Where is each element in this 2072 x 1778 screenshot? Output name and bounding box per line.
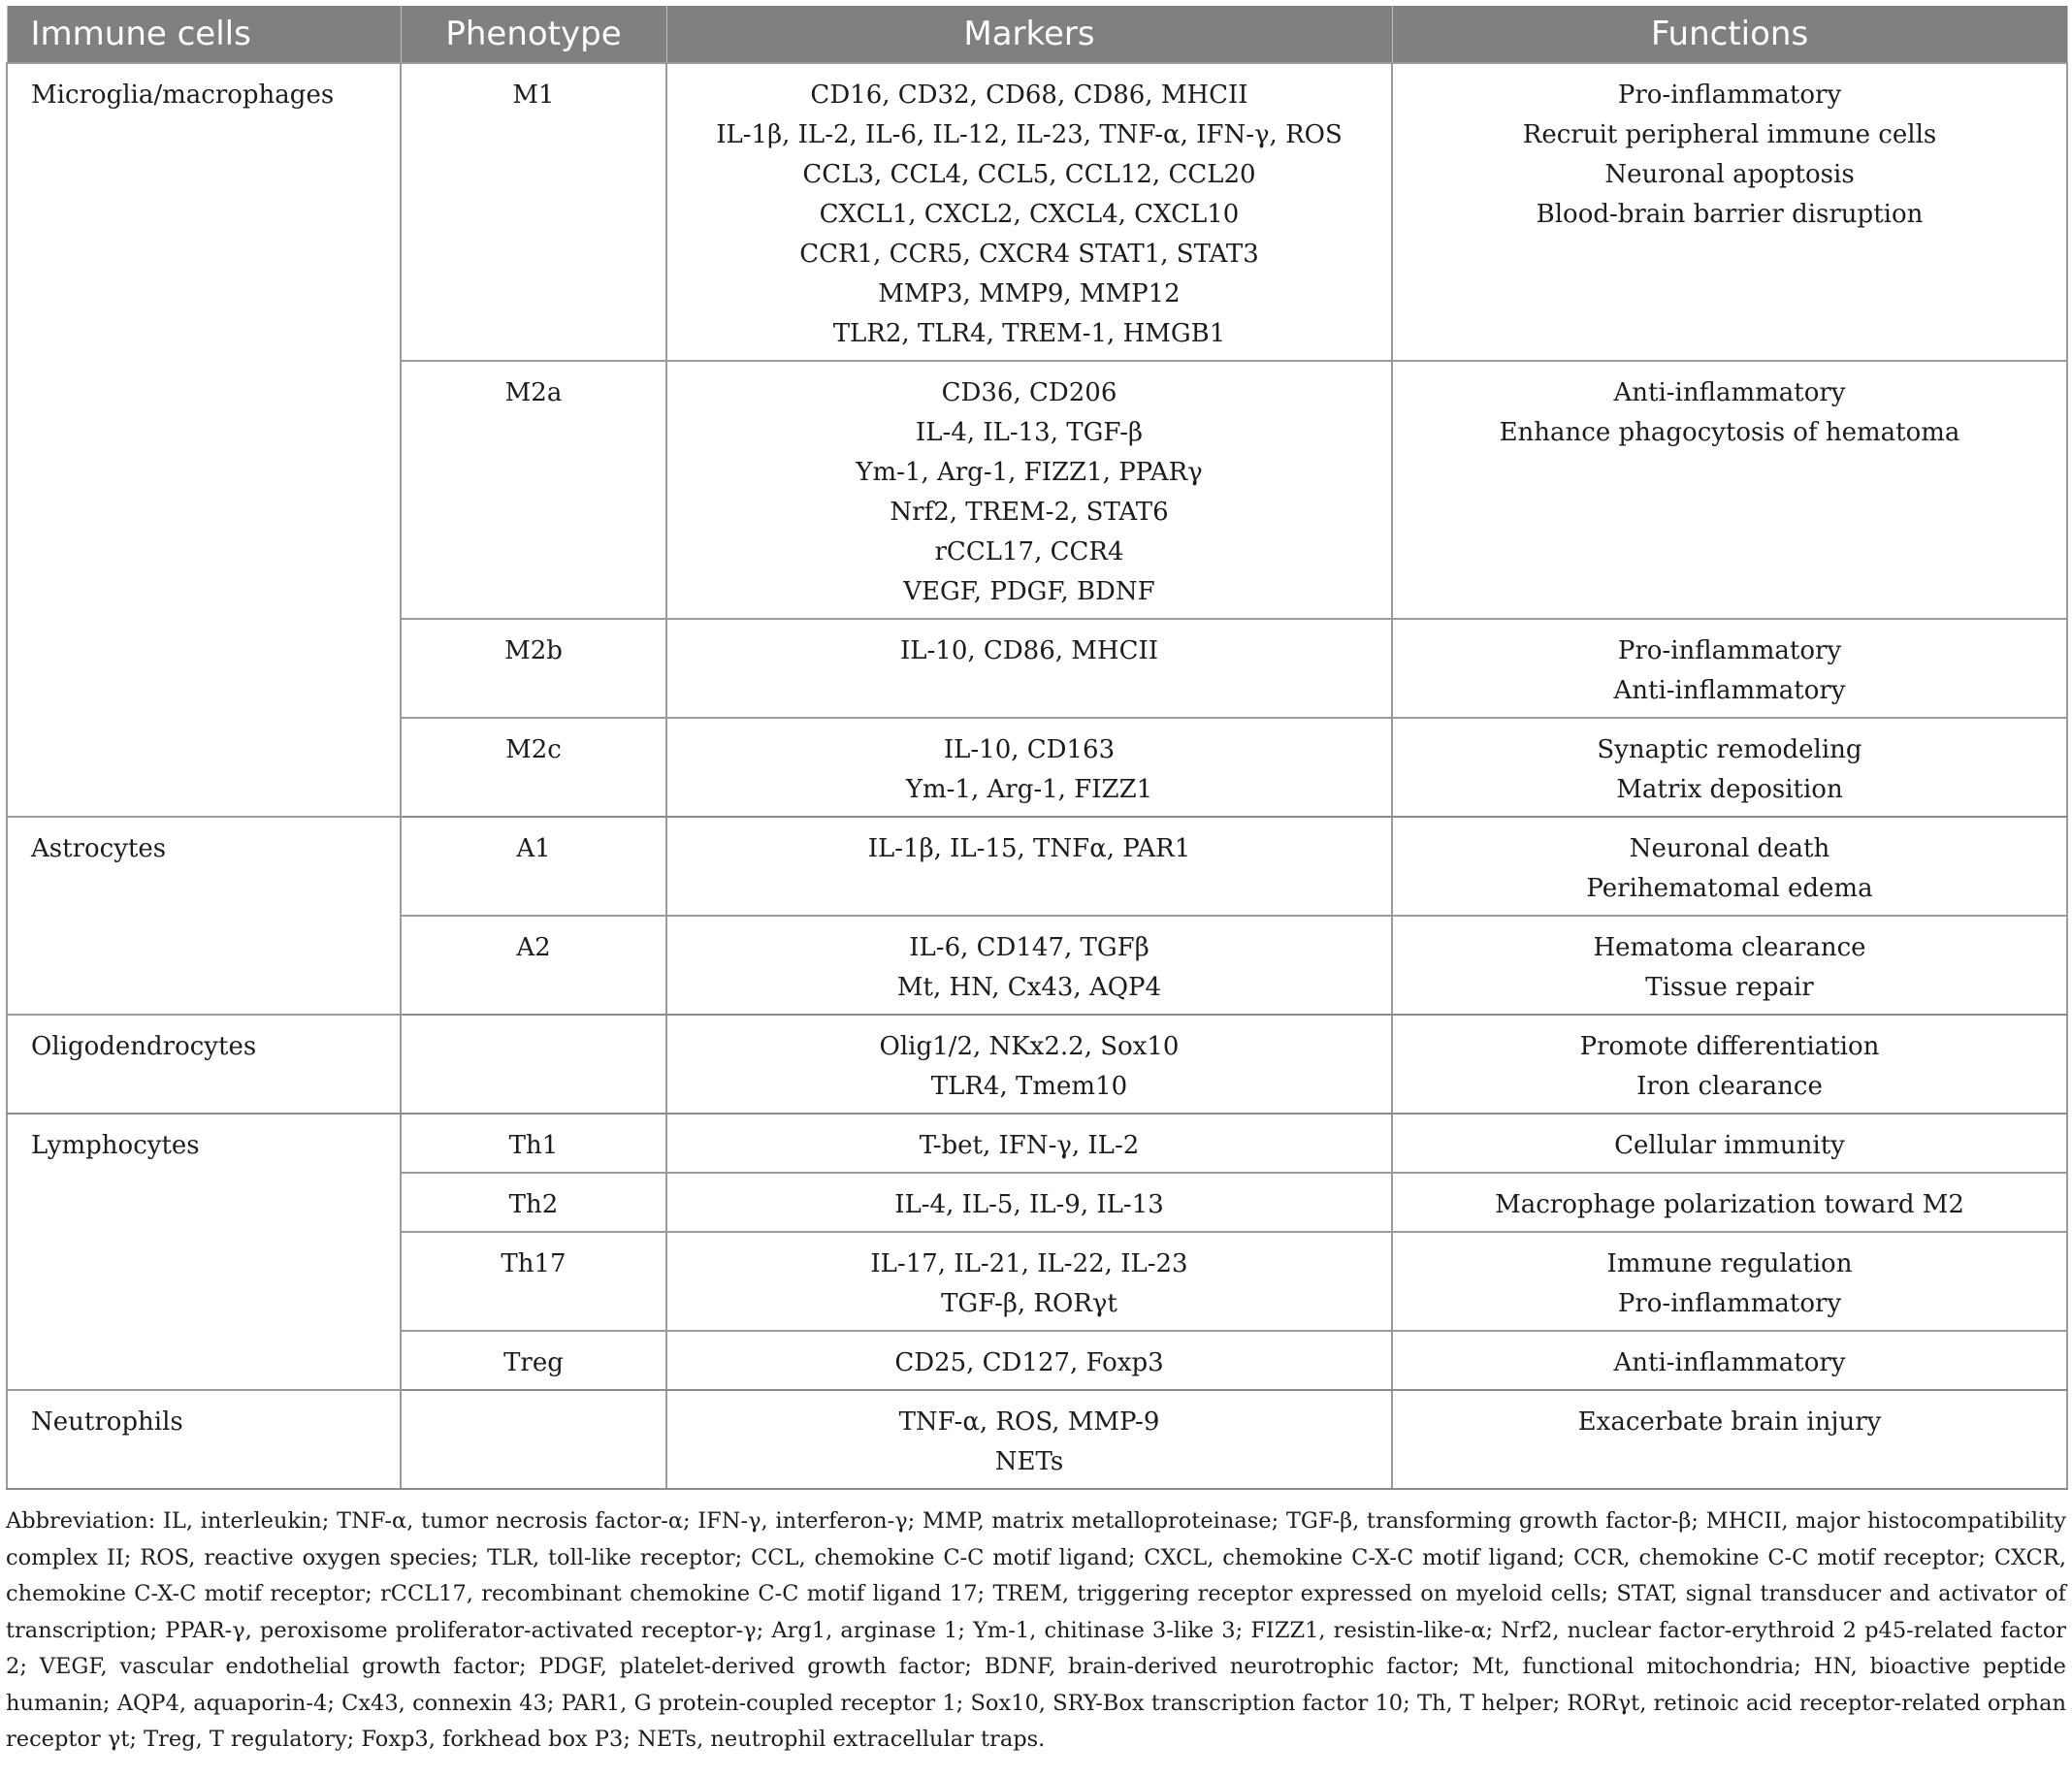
function-line: Pro-inflammatory xyxy=(1617,81,1842,110)
marker-line: CCR1, CCR5, CXCR4 STAT1, STAT3 xyxy=(799,240,1259,269)
header-functions: Functions xyxy=(1392,6,2067,63)
markers-cell xyxy=(666,63,1392,361)
phenotype-cell: M1 xyxy=(401,63,666,361)
marker-line: VEGF, PDGF, BDNF xyxy=(903,577,1155,606)
function-line: Perihematomal edema xyxy=(1586,874,1873,903)
marker-line: TGF-β, RORγt xyxy=(941,1289,1117,1318)
phenotype-cell: Treg xyxy=(401,1331,666,1390)
table-row xyxy=(7,63,2067,361)
functions-cell xyxy=(1392,1015,2067,1114)
function-line: Synaptic remodeling xyxy=(1597,735,1862,764)
function-line: Neuronal death xyxy=(1629,834,1830,863)
markers-cell xyxy=(666,817,1392,916)
marker-line: CCL3, CCL4, CCL5, CCL12, CCL20 xyxy=(802,160,1256,189)
function-line: Neuronal apoptosis xyxy=(1604,160,1855,189)
marker-line: CD16, CD32, CD68, CD86, MHCII xyxy=(810,81,1248,110)
cell-type: Neutrophils xyxy=(7,1390,401,1489)
marker-line: IL-10, CD163 xyxy=(943,735,1116,764)
marker-line: IL-4, IL-13, TGF-β xyxy=(915,418,1144,447)
markers-cell xyxy=(666,1114,1392,1173)
marker-line: IL-1β, IL-2, IL-6, IL-12, IL-23, TNF-α, IFN-γ, ROS xyxy=(716,120,1343,149)
table-row xyxy=(7,1015,2067,1114)
functions-cell xyxy=(1392,1331,2067,1390)
marker-line: IL-10, CD86, MHCII xyxy=(899,636,1159,665)
markers-cell xyxy=(666,1173,1392,1232)
phenotype-cell xyxy=(401,1015,666,1114)
cell-type: Oligodendrocytes xyxy=(7,1015,401,1114)
marker-line: TNF-α, ROS, MMP-9 xyxy=(898,1407,1160,1437)
functions-cell xyxy=(1392,718,2067,817)
header-immune-cells: Immune cells xyxy=(7,6,401,63)
header-row xyxy=(7,6,2067,63)
marker-line: Ym-1, Arg-1, FIZZ1 xyxy=(905,775,1153,804)
marker-line: rCCL17, CCR4 xyxy=(934,537,1124,566)
markers-cell xyxy=(666,916,1392,1015)
marker-line: T-bet, IFN-γ, IL-2 xyxy=(919,1131,1140,1160)
function-line: Iron clearance xyxy=(1636,1072,1823,1101)
markers-cell xyxy=(666,718,1392,817)
functions-cell xyxy=(1392,817,2067,916)
function-line: Anti-inflammatory xyxy=(1613,676,1846,705)
header-markers: Markers xyxy=(666,6,1392,63)
function-line: Pro-inflammatory xyxy=(1617,1289,1842,1318)
function-line: Recruit peripheral immune cells xyxy=(1522,120,1937,149)
functions-cell xyxy=(1392,1173,2067,1232)
phenotype-cell: Th1 xyxy=(401,1114,666,1173)
markers-cell xyxy=(666,1232,1392,1331)
table-row xyxy=(7,1390,2067,1489)
functions-cell xyxy=(1392,1114,2067,1173)
phenotype-cell xyxy=(401,1390,666,1489)
table-row xyxy=(7,1114,2067,1173)
markers-cell xyxy=(666,1390,1392,1489)
functions-cell xyxy=(1392,1232,2067,1331)
function-line: Anti-inflammatory xyxy=(1613,1348,1846,1377)
cell-type: Microglia/macrophages xyxy=(7,63,401,817)
markers-cell xyxy=(666,361,1392,619)
function-line: Cellular immunity xyxy=(1614,1131,1845,1160)
marker-line: IL-6, CD147, TGFβ xyxy=(909,933,1149,962)
marker-line: TLR2, TLR4, TREM-1, HMGB1 xyxy=(832,319,1226,348)
function-line: Anti-inflammatory xyxy=(1613,378,1846,407)
function-line: Pro-inflammatory xyxy=(1617,636,1842,665)
marker-line: Nrf2, TREM-2, STAT6 xyxy=(890,498,1169,527)
function-line: Enhance phagocytosis of hematoma xyxy=(1499,418,1960,447)
table-container xyxy=(6,6,2066,1759)
cell-type: Lymphocytes xyxy=(7,1114,401,1390)
phenotype-cell: Th17 xyxy=(401,1232,666,1331)
phenotype-cell: Th2 xyxy=(401,1173,666,1232)
marker-line: Mt, HN, Cx43, AQP4 xyxy=(896,973,1162,1002)
phenotype-cell: A1 xyxy=(401,817,666,916)
table-header xyxy=(7,6,2067,63)
markers-cell xyxy=(666,1015,1392,1114)
phenotype-cell: M2a xyxy=(401,361,666,619)
marker-line: MMP3, MMP9, MMP12 xyxy=(878,279,1181,308)
table-row xyxy=(7,817,2067,916)
function-line: Immune regulation xyxy=(1606,1249,1853,1278)
phenotype-cell: A2 xyxy=(401,916,666,1015)
markers-cell xyxy=(666,619,1392,718)
marker-line: IL-1β, IL-15, TNFα, PAR1 xyxy=(867,834,1191,863)
marker-line: Olig1/2, NKx2.2, Sox10 xyxy=(879,1032,1180,1061)
function-line: Matrix deposition xyxy=(1616,775,1843,804)
abbreviation-footnote: Abbreviation: IL, interleukin; TNF-α, tumor necrosis factor-α; IFN-γ, interferon-γ; MMP, matrix metalloproteinase; TGF-β, transforming growth factor-β; MHCII, major histocompatibility complex II; ROS, reactive oxygen species; TLR, toll-like receptor; CCL, chemokine C-C motif ligand; CXCL, chemokine C-X-C motif ligand; CCR, chemokine C-C motif receptor; CXCR, chemokine C-X-C motif receptor; rCCL17, recombinant chemokine C-C motif ligand 17; TREM, triggering receptor expressed on myeloid cells; STAT, signal transducer and activator of transcription; PPAR-γ, peroxisome proliferator-activated receptor-γ; Arg1, arginase 1; Ym-1, chitinase 3-like 3; FIZZ1, resistin-like-α; Nrf2, nuclear factor-erythroid 2 p45-related factor 2; VEGF, vascular endothelial growth factor; PDGF, platelet-derived growth factor; BDNF, brain-derived neurotrophic factor; Mt, functional mitochondria; HN, bioactive peptide humanin; AQP4, aquaporin-4; Cx43, connexin 43; PAR1, G protein-coupled receptor 1; Sox10, SRY-Box transcription factor 10; Th, T helper; RORγt, retinoic acid receptor-related orphan receptor γt; Treg, T regulatory; Foxp3, forkhead box P3; NETs, neutrophil extracellular traps. xyxy=(6,1508,2066,1752)
marker-line: TLR4, Tmem10 xyxy=(930,1072,1128,1101)
header-phenotype: Phenotype xyxy=(401,6,666,63)
functions-cell xyxy=(1392,619,2067,718)
function-line: Promote differentiation xyxy=(1579,1032,1880,1061)
marker-line: CXCL1, CXCL2, CXCL4, CXCL10 xyxy=(819,200,1240,229)
phenotype-cell: M2c xyxy=(401,718,666,817)
markers-cell xyxy=(666,1331,1392,1390)
immune-cells-table xyxy=(6,6,2068,1490)
function-line: Macrophage polarization toward M2 xyxy=(1495,1190,1964,1219)
functions-cell xyxy=(1392,1390,2067,1489)
function-line: Tissue repair xyxy=(1645,973,1814,1002)
marker-line: Ym-1, Arg-1, FIZZ1, PPARγ xyxy=(856,458,1203,487)
marker-line: IL-4, IL-5, IL-9, IL-13 xyxy=(894,1190,1164,1219)
marker-line: CD36, CD206 xyxy=(941,378,1117,407)
cell-type: Astrocytes xyxy=(7,817,401,1015)
functions-cell xyxy=(1392,916,2067,1015)
marker-line: NETs xyxy=(994,1447,1064,1476)
function-line: Exacerbate brain injury xyxy=(1577,1407,1882,1437)
functions-cell xyxy=(1392,361,2067,619)
marker-line: CD25, CD127, Foxp3 xyxy=(894,1348,1164,1377)
function-line: Hematoma clearance xyxy=(1593,933,1866,962)
table-body xyxy=(7,63,2067,1489)
function-line: Blood-brain barrier disruption xyxy=(1536,200,1924,229)
phenotype-cell: M2b xyxy=(401,619,666,718)
functions-cell xyxy=(1392,63,2067,361)
marker-line: IL-17, IL-21, IL-22, IL-23 xyxy=(870,1249,1188,1278)
